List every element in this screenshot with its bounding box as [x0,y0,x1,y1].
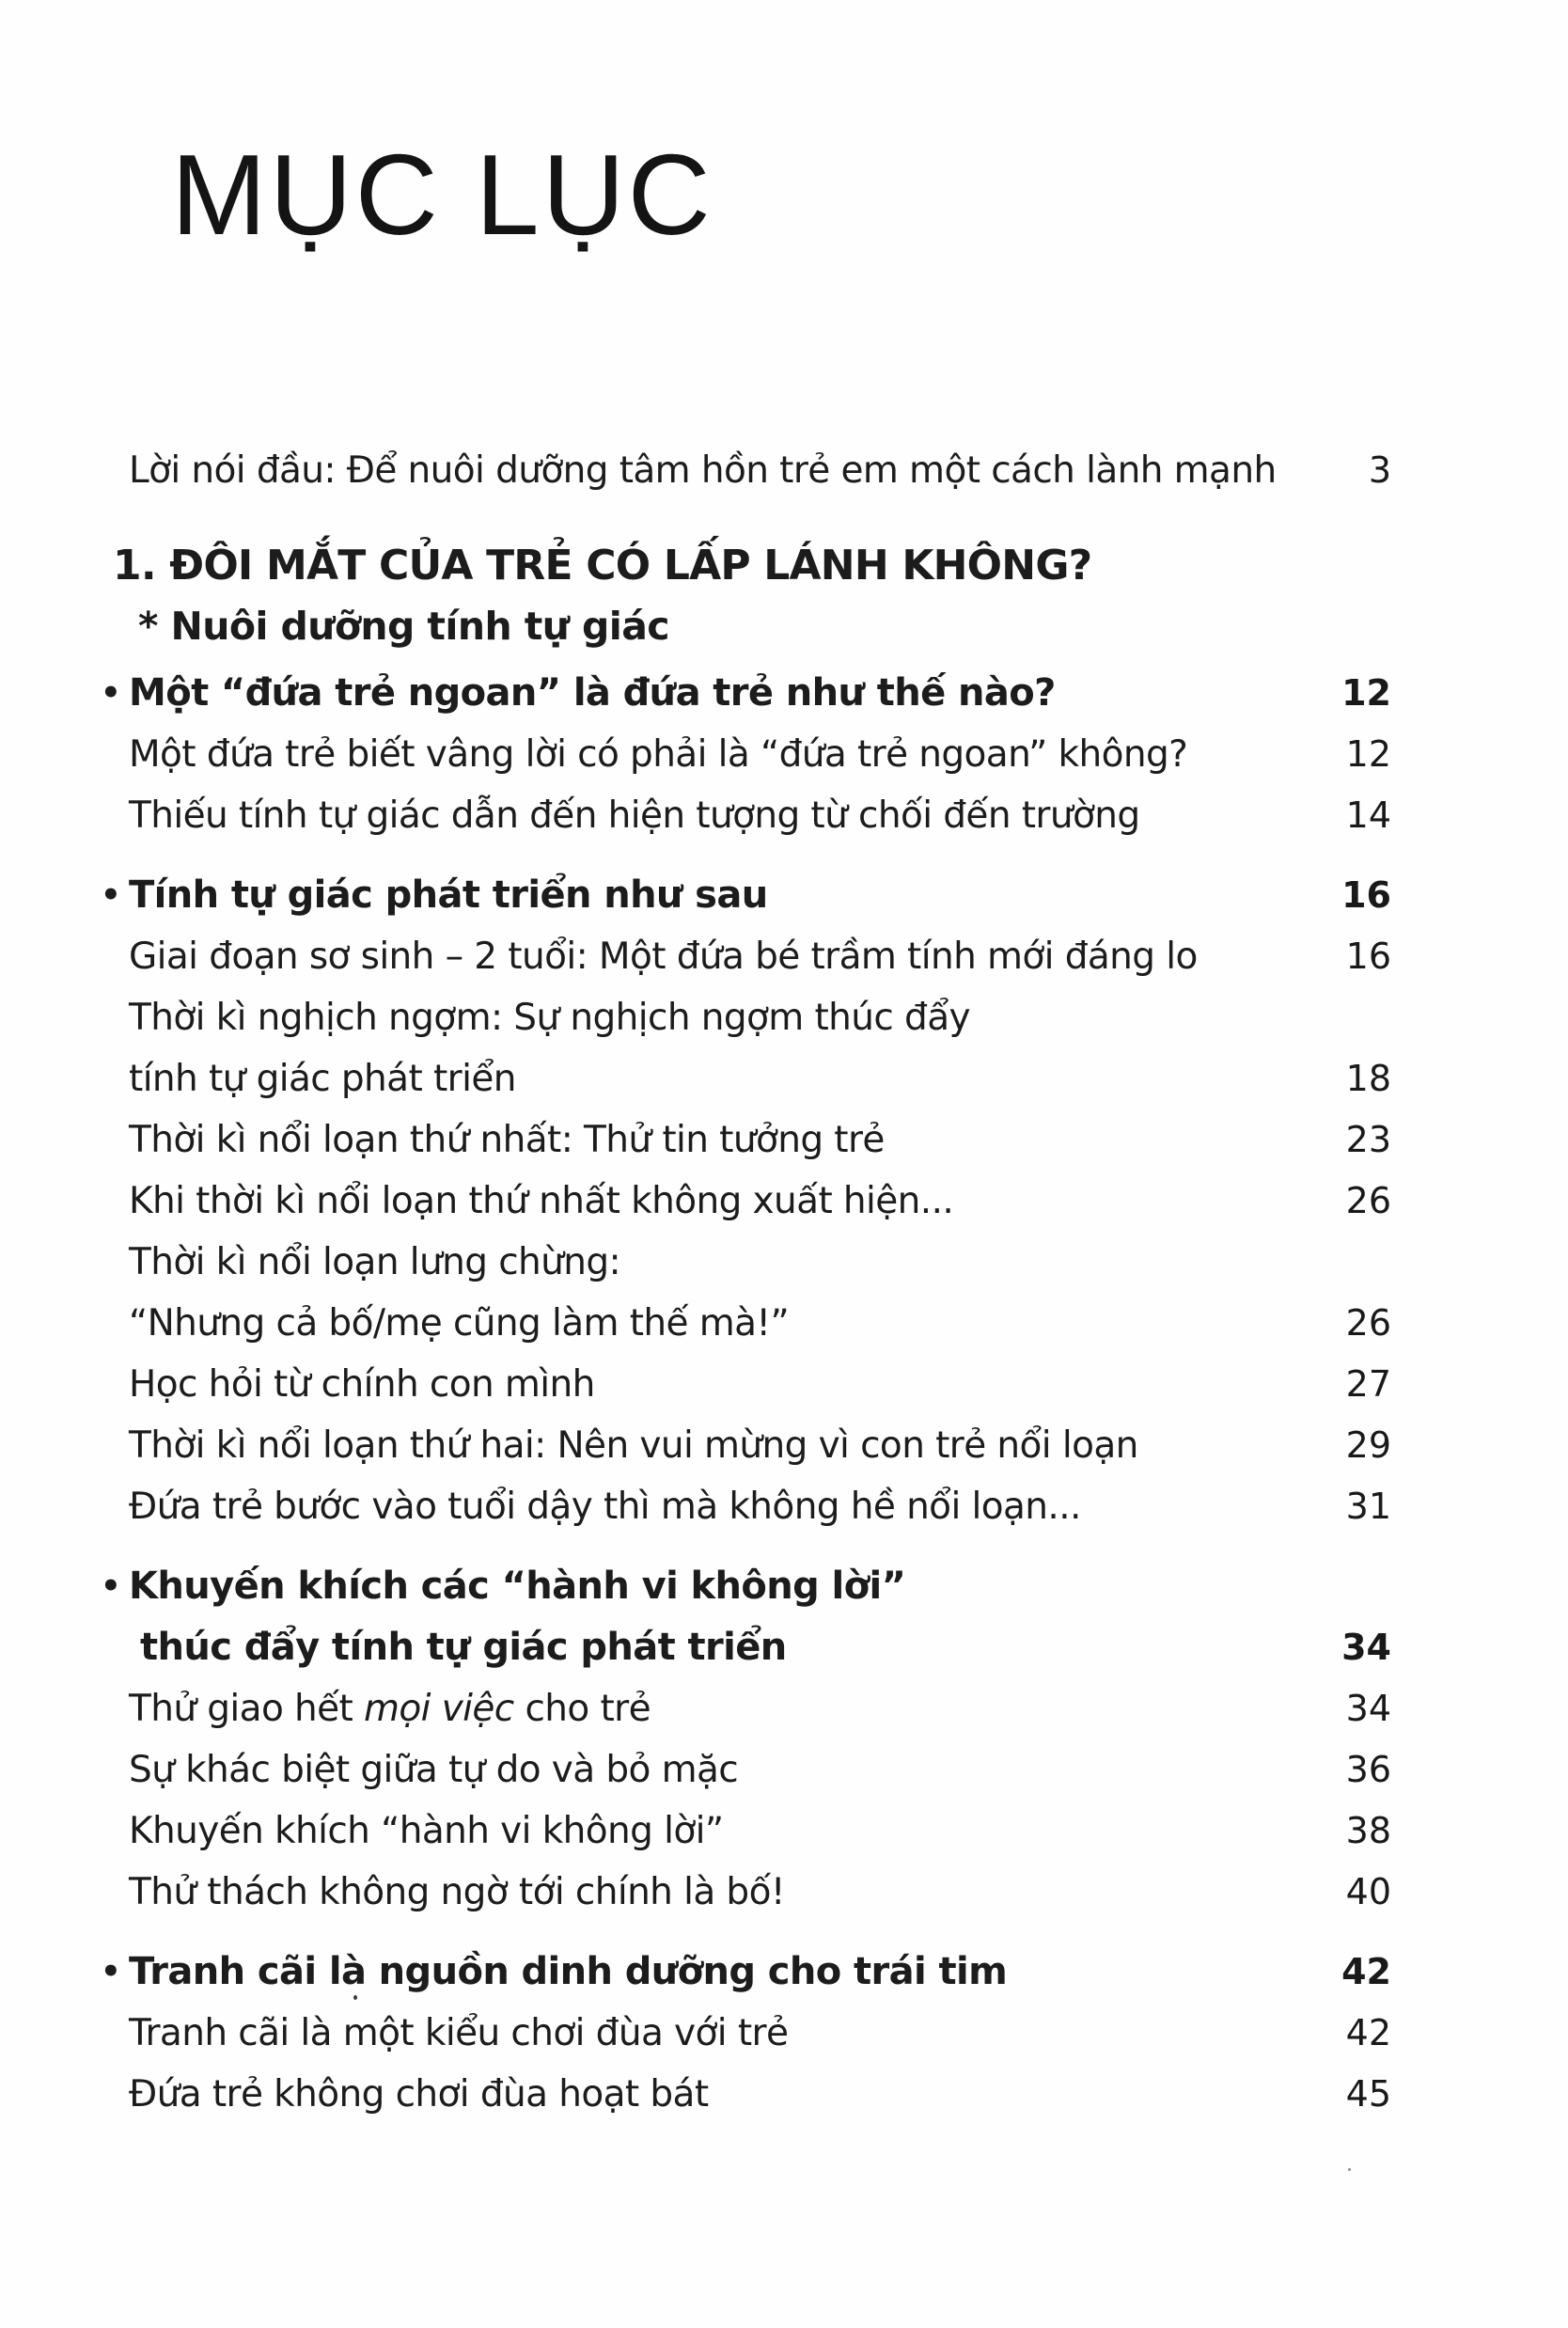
toc-page-number: 45 [1345,2073,1391,2115]
toc-page-number: 23 [1345,1119,1391,1160]
toc-row [129,1171,1391,1232]
toc-row [129,1354,1391,1415]
toc-entry-text: Thử thách không ngờ tới chính là bố! [129,1871,785,1913]
toc-row [129,1232,1391,1293]
toc-page-number: 34 [1345,1688,1391,1729]
toc-entry-text: Một “đứa trẻ ngoan” là đứa trẻ như thế nào? [129,671,1056,715]
bullet-icon: • [101,1567,121,1605]
toc-page-number: 42 [1341,1951,1391,1992]
toc-page-number: 31 [1345,1486,1391,1527]
toc-page-number: 38 [1345,1810,1391,1851]
toc-row [129,1415,1391,1476]
toc-entry-text: Khuyến khích “hành vi không lời” [129,1810,724,1852]
toc-row [129,2064,1391,2125]
toc-entry-text: 1. ĐÔI MẮT CỦA TRẺ CÓ LẤP LÁNH KHÔNG? [113,542,1092,590]
toc-row [101,1942,1391,2003]
toc-row [129,1739,1391,1801]
toc-page-number: 34 [1341,1627,1391,1668]
toc-row [138,596,1391,657]
toc-page-number: 26 [1345,1302,1391,1344]
toc-entry-text: Thời kì nổi loạn thứ nhất: Thử tin tưởng trẻ [129,1119,885,1161]
toc-row [129,1476,1391,1537]
scan-artifact-dot [353,1995,357,2000]
toc-entry-text: * Nuôi dưỡng tính tự giác [138,604,669,649]
toc-page-number: 16 [1345,936,1391,977]
toc-page-number: 29 [1345,1424,1391,1466]
toc-row [129,785,1391,846]
toc-list [101,440,1391,2125]
toc-entry-text: Thời kì nổi loạn lưng chừng: [129,1241,621,1283]
toc-entry-text: Lời nói đầu: Để nuôi dưỡng tâm hồn trẻ em một cách lành mạnh [129,449,1277,492]
toc-entry-text: Học hỏi từ chính con mình [129,1363,595,1406]
toc-row [140,1617,1391,1678]
toc-row [129,2003,1391,2064]
toc-entry-text: thúc đẩy tính tự giác phát triển [140,1626,787,1669]
toc-entry-text: Một đứa trẻ biết vâng lời có phải là “đứa trẻ ngoan” không? [129,733,1188,776]
toc-entry-text: “Nhưng cả bố/mẹ cũng làm thế mà!” [129,1302,790,1345]
toc-entry-text: Khuyến khích các “hành vi không lời” [129,1565,906,1608]
toc-row [129,987,1391,1048]
toc-page-number: 3 [1368,449,1391,491]
page-title: MỤC LỤC [171,131,713,259]
toc-entry-text: Giai đoạn sơ sinh – 2 tuổi: Một đứa bé trầm tính mới đáng lo [129,936,1198,978]
toc-entry-text: Tranh cãi là một kiểu chơi đùa với trẻ [129,2012,789,2054]
bullet-icon: • [101,674,121,712]
toc-page-number: 12 [1345,733,1391,775]
toc-page-number: 27 [1345,1363,1391,1405]
toc-row [129,1678,1391,1739]
toc-row [129,1801,1391,1862]
toc-entry-text: Thiếu tính tự giác dẫn đến hiện tượng từ chối đến trường [129,794,1140,837]
toc-row [129,1862,1391,1923]
toc-row [113,535,1391,596]
toc-entry-text: Thử giao hết mọi việc cho trẻ [129,1688,651,1730]
toc-page-number: 26 [1345,1180,1391,1221]
toc-page-number: 36 [1345,1749,1391,1790]
toc-row [101,1556,1391,1617]
toc-page-number: 18 [1345,1058,1391,1099]
toc-row [129,1293,1391,1354]
scan-artifact-dot [1348,2168,1351,2171]
toc-row [129,1109,1391,1171]
toc-entry-text: Tranh cãi là nguồn dinh dưỡng cho trái tim [129,1950,1008,1993]
toc-row [129,440,1391,501]
toc-entry-text: Khi thời kì nổi loạn thứ nhất không xuất hiện... [129,1180,954,1222]
toc-page-number: 16 [1341,874,1391,916]
toc-entry-text: Sự khác biệt giữa tự do và bỏ mặc [129,1749,739,1791]
toc-entry-text: tính tự giác phát triển [129,1058,516,1100]
toc-page-number: 12 [1341,672,1391,714]
toc-entry-text: Thời kì nghịch ngợm: Sự nghịch ngợm thúc đẩy [129,997,970,1039]
bullet-icon: • [101,1953,121,1990]
toc-entry-text: Đứa trẻ bước vào tuổi dậy thì mà không hề nổi loạn... [129,1486,1081,1528]
toc-page-number: 40 [1345,1871,1391,1912]
toc-entry-text: Tính tự giác phát triển như sau [129,873,768,917]
toc-row [101,865,1391,926]
bullet-icon: • [101,876,121,914]
toc-page-number: 14 [1345,794,1391,836]
toc-page-number: 42 [1345,2012,1391,2053]
toc-row [129,926,1391,987]
toc-row [101,663,1391,724]
toc-row [129,724,1391,785]
toc-entry-text: Đứa trẻ không chơi đùa hoạt bát [129,2073,709,2116]
toc-entry-text: Thời kì nổi loạn thứ hai: Nên vui mừng vì con trẻ nổi loạn [129,1424,1138,1467]
toc-row [129,1048,1391,1109]
